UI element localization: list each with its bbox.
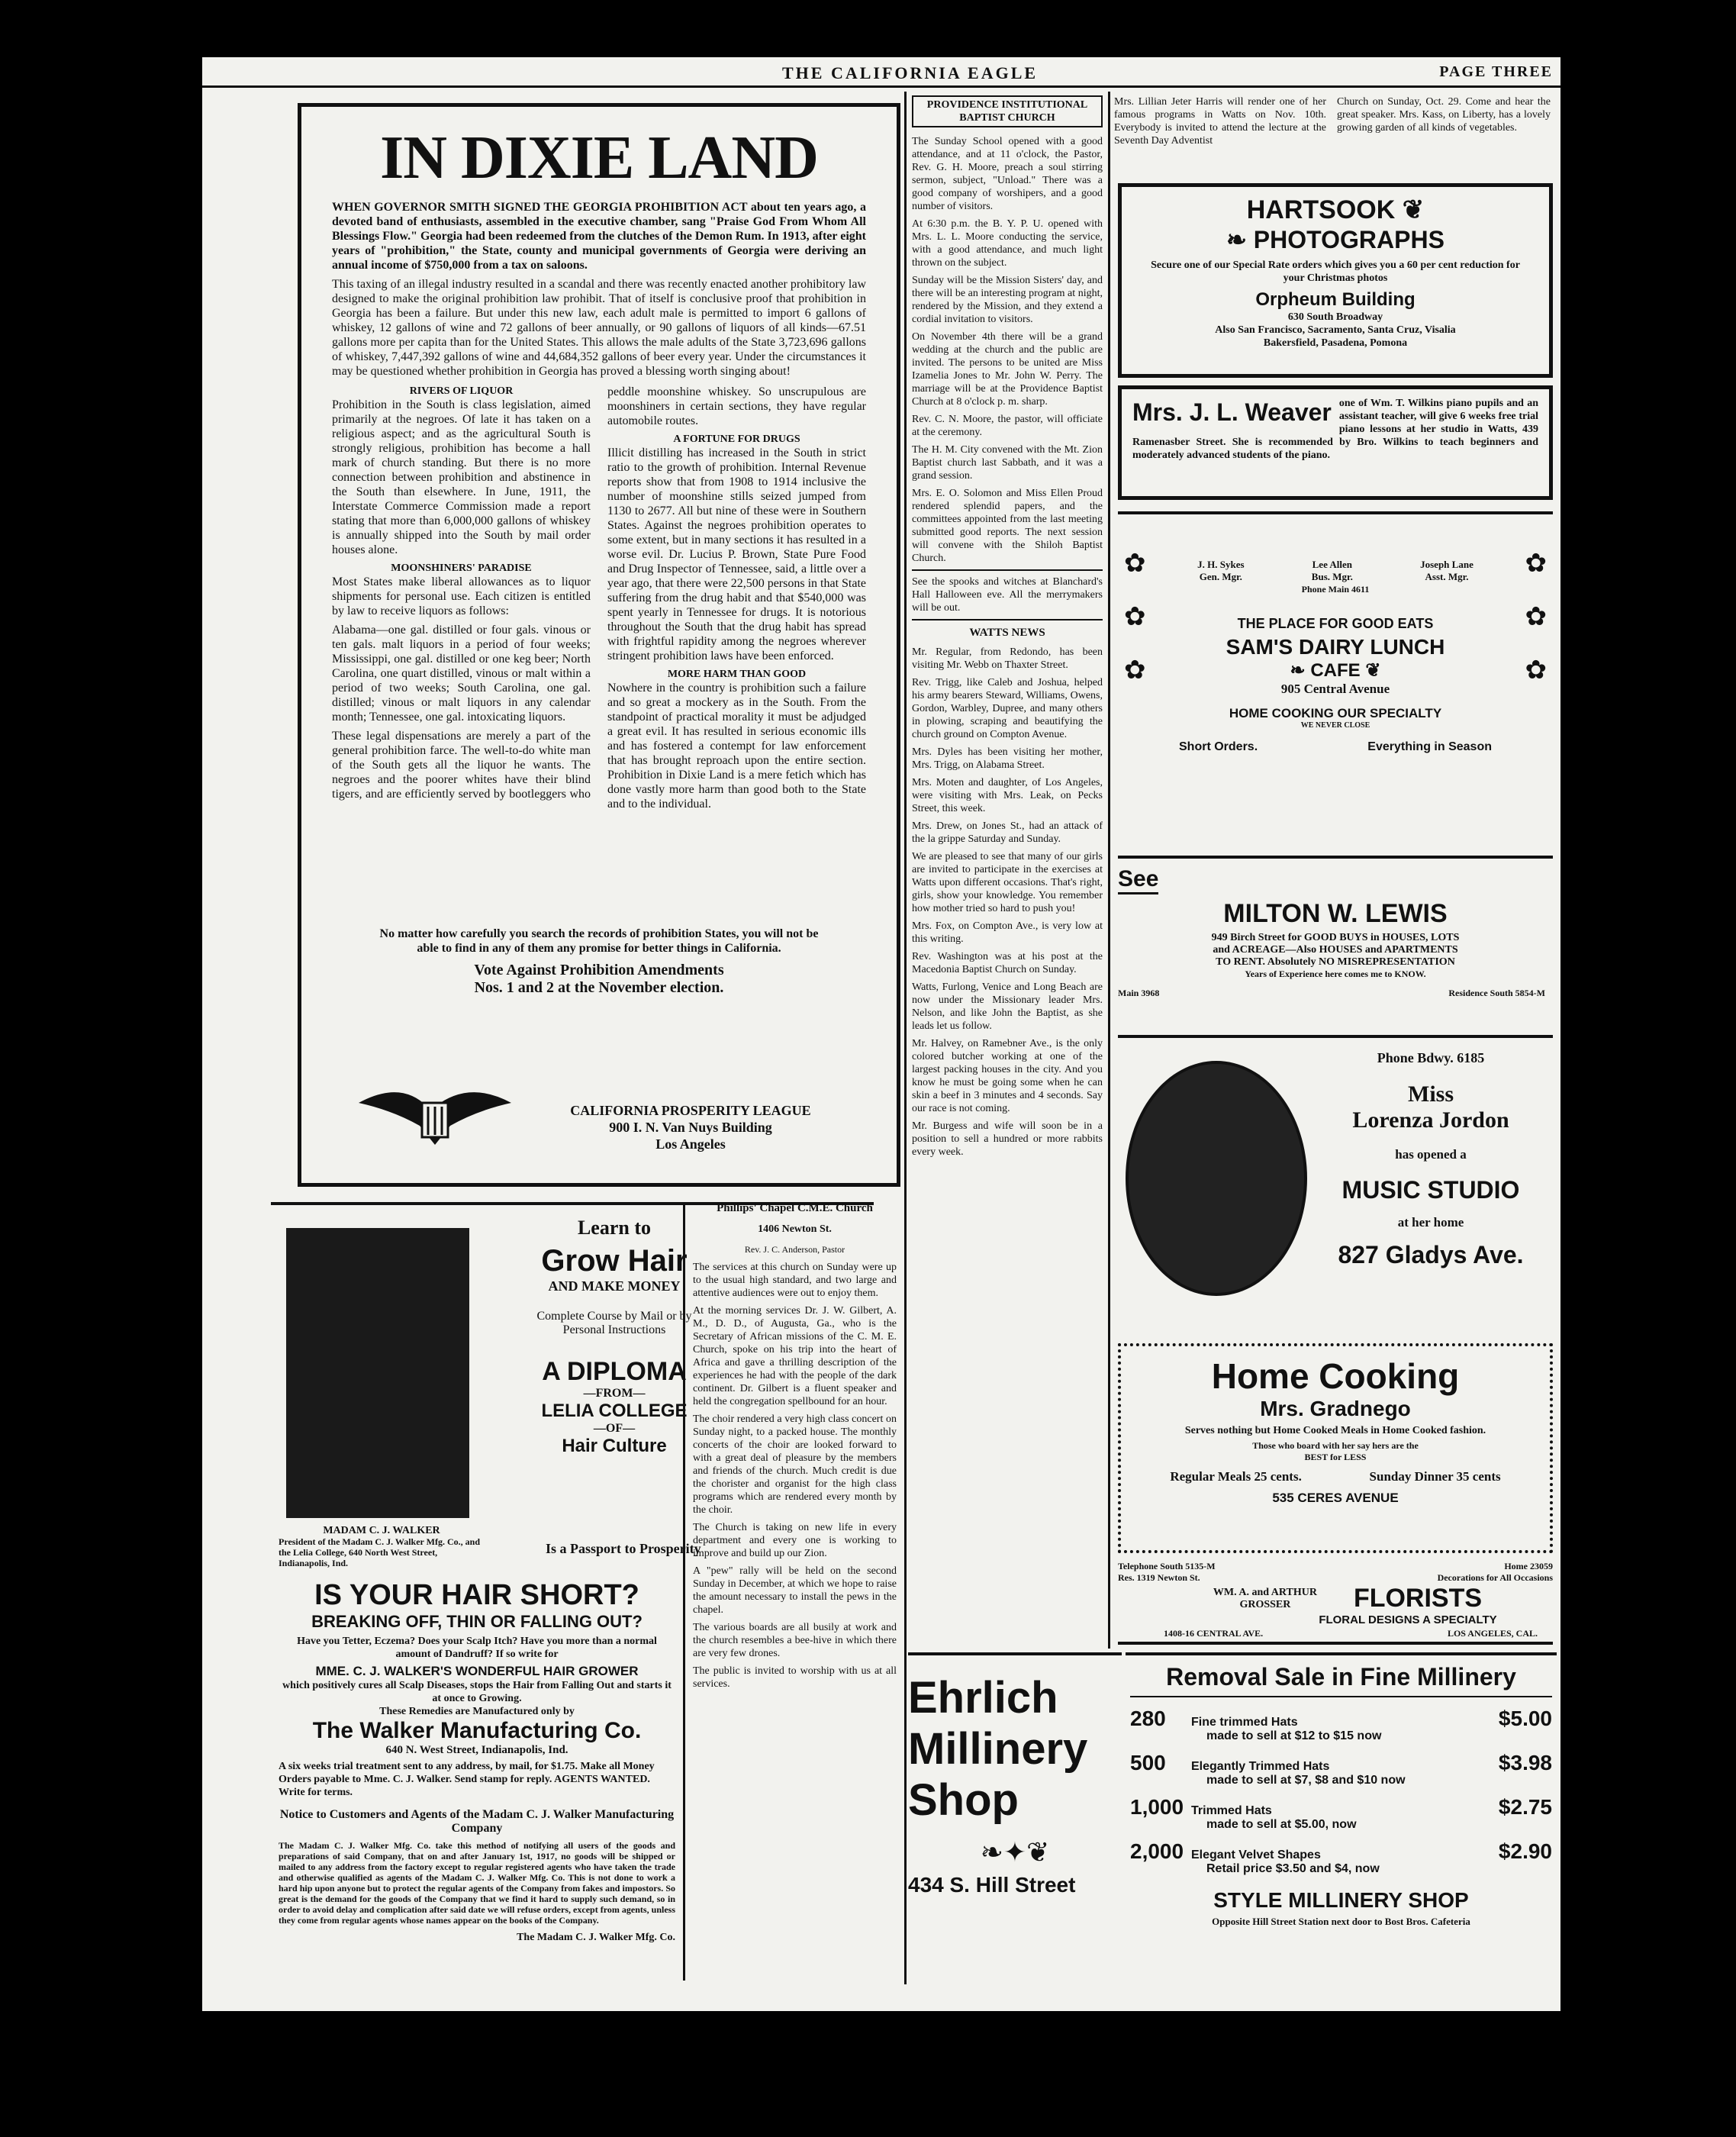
walker-breaking: BREAKING OFF, THIN OR FALLING OUT? (311, 1612, 643, 1631)
watts-para: Mr. Burgess and wife will soon be in a position to sell a hundred or more rabbits every week. (912, 1120, 1103, 1158)
hartsook-address: 630 South Broadway (1287, 311, 1383, 323)
page-number: PAGE THREE (1439, 63, 1553, 80)
watts-para: Mrs. Dyles has been visiting her mother, Mrs. Trigg, on Alabama Street. (912, 746, 1103, 771)
walker-tetter: Have you Tetter, Eczema? Does your Scalp Itch? Have you more than a normal amount of Dandruff? If so write for (297, 1636, 657, 1660)
sams-cafe (1126, 659, 1545, 682)
cooking-title: Home Cooking (1211, 1356, 1460, 1396)
lewis-ad (1118, 866, 1553, 1038)
cooking-regular: Regular Meals 25 cents. (1170, 1469, 1302, 1484)
walker-from: —FROM— (583, 1387, 646, 1400)
tulip-icon: ✿ (1525, 550, 1547, 578)
sale-qty: 1,000 (1130, 1795, 1184, 1819)
league-signature (538, 1102, 843, 1152)
masthead (202, 57, 1560, 88)
divider (912, 619, 1103, 620)
walker-company: The Walker Manufacturing Co. (312, 1718, 642, 1743)
sale-desc: Fine trimmed Hats (1191, 1716, 1298, 1729)
florists-home (1438, 1561, 1553, 1584)
walker-trial: A six weeks trial treatment sent to any address, by mail, for $1.75. Make all Money Orders payable to Mme. C. J. Walker. Send stamp for reply. AGENTS WANTED. Write for terms. (279, 1761, 655, 1798)
manager-2 (1312, 559, 1353, 583)
dixie-title: IN DIXIE LAND (380, 124, 818, 192)
phillips-para: A "pew" rally will be held on the second Sunday in December, at which we hope to raise the amount necessary to install the pews in the chapel. (693, 1565, 897, 1616)
jordon-home: at her home (1397, 1215, 1464, 1230)
league-name: CALIFORNIA PROSPERITY LEAGUE (570, 1103, 811, 1118)
jordon-studio: MUSIC STUDIO (1341, 1176, 1520, 1204)
watts-para: Mrs. Drew, on Jones St., had an attack of the la grippe Saturday and Sunday. (912, 820, 1103, 845)
sams-managers (1126, 528, 1545, 583)
hartsook-building: Orpheum Building (1255, 289, 1416, 310)
hartsook-photographs-text: PHOTOGRAPHS (1253, 226, 1445, 253)
heading-drugs: A FORTUNE FOR DRUGS (673, 434, 800, 445)
cooking-line1: Serves nothing but Home Cooked Meals in Home Cooked fashion. (1184, 1425, 1486, 1436)
watts-para: Watts, Furlong, Venice and Long Beach are now under the Missionary leader Mrs. Nelson, and like John the Baptist, as she leads let us follow. (912, 981, 1103, 1032)
walker-sign: The Madam C. J. Walker Mfg. Co. (517, 1932, 675, 1943)
sale-sub: made to sell at $5.00, now (1206, 1818, 1357, 1831)
jordon-phone: Phone Bdwy. 6185 (1377, 1050, 1485, 1065)
manager-1 (1197, 559, 1244, 583)
sale-qty: 280 (1130, 1707, 1166, 1730)
masthead-title: THE CALIFORNIA EAGLE (782, 63, 1039, 82)
dixie-intro2: This taxing of an illegal industry resulted in a scandal and there was recently enacted another prohibitory law designed to make the original prohibition law prohibit. That of itself is conclusive proof that prohibition in Georgia has been a failure. But under this new law, each adult male is permitted to import 6 gallons of whiskey, 12 gallons of wine and 72 gallons of beer annually, or 90 gallons of liquors of all kinds—67.51 gallons more per capita than for the United States. This allows the male adults of the State 3,723,696 gallons of whiskey, 7,447,392 gallons of wine and 44,684,352 gallons of beer every year. Under the circumstances it may be questioned whether prohibition in Georgia has proved a blessing worth singing about! (332, 278, 866, 378)
eagle-shield-icon (355, 1072, 515, 1156)
leaf-icon: ❦ (1365, 660, 1381, 681)
sams-cafe-text: CAFE (1310, 660, 1361, 681)
hartsook-name-text: HARTSOOK (1246, 195, 1396, 224)
lewis-residence: Residence South 5854-M (1448, 988, 1545, 998)
providence-para: Sunday will be the Mission Sisters' day, and there will be an interesting program at night, rendered by the Mission, and they extend a cordial invitation to visitors. (912, 275, 1103, 325)
manager-name: Joseph Lane (1420, 559, 1474, 570)
sams-name: SAM'S DAIRY LUNCH (1226, 635, 1445, 659)
florists-decorations: Decorations for All Occasions (1437, 1572, 1553, 1583)
dixie-vote1: Vote Against Prohibition Amendments (474, 962, 724, 978)
providence-para: Rev. C. N. Moore, the pastor, will officiate at the ceremony. (912, 414, 1103, 438)
sale-desc: Elegant Velvet Shapes (1191, 1849, 1321, 1861)
watts-para: We are pleased to see that many of our girls are invited to participate in the exercises at Watts upon different occasions. That's right, girls, show your knowledge. You remember how mother tried so hard to push you! (912, 851, 1103, 914)
sams-ornament-left (1124, 537, 1146, 698)
hartsook-offer: Secure one of our Special Rate orders which gives you a 60 per cent reduction for your Christmas photos (1151, 259, 1520, 284)
cooking-name: Mrs. Gradnego (1260, 1397, 1411, 1420)
florists-names: WM. A. and ARTHUR GROSSER (1213, 1586, 1317, 1610)
sale-sub: made to sell at $7, $8 and $10 now (1206, 1774, 1406, 1787)
florists-ad (1118, 1561, 1553, 1645)
phillips-pastor: Rev. J. C. Anderson, Pastor (744, 1244, 845, 1255)
walker-money: AND MAKE MONEY (548, 1278, 681, 1294)
jordon-opened: has opened a (1395, 1147, 1467, 1162)
removal-items (1130, 1707, 1552, 1876)
phillips-column (683, 1202, 897, 1981)
ehrlich-ad (908, 1652, 1122, 1981)
news-right: Church on Sunday, Oct. 29. Come and hear the great speaker. Mrs. Kass, on Liberty, has a lovely growing garden of all kinds of vegetables. (1337, 96, 1551, 134)
divider (912, 569, 1103, 571)
tulip-icon: ✿ (1124, 550, 1146, 578)
tulip-icon: ✿ (1525, 656, 1547, 685)
lewis-line2: and ACREAGE—Also HOUSES and APARTMENTS (1213, 944, 1458, 956)
removal-shop: STYLE MILLINERY SHOP (1213, 1888, 1469, 1912)
sams-specialty: HOME COOKING OUR SPECIALTY (1229, 706, 1442, 720)
walker-address: 640 N. West Street, Indianapolis, Ind. (385, 1744, 568, 1756)
para-drugs: Illicit distilling has increased in the South in strict ratio to the growth of prohibition. Internal Revenue reports show that from 1908 to 1914 inclusive the number of moonshine stills seized jumped from 1130 to 2677. All but nine of these were in Southern States. Against the negroes prohibition operates to some extent, but in many sections it has resulted in a worse evil. Dr. Lucius P. Brown, State Pure Food and Drug Inspector of Tennessee, said, a little over a year ago, that there were 22,500 persons in that State suffering from the drug habit and that $540,000 was spent yearly in Tennessee for drugs. It is notorious throughout the South that the drug habit has spread with frightful rapidity among the negroes wherever stringent prohibition laws have been enforced. (607, 446, 866, 662)
walker-caption-text: President of the Madam C. J. Walker Mfg. Co., and the Lelia College, 640 North West Street, Indianapolis, Ind. (279, 1536, 480, 1568)
watts-para: Mrs. Fox, on Compton Ave., is very low at this writing. (912, 920, 1103, 945)
portrait-photo (1126, 1061, 1307, 1296)
sale-item (1130, 1751, 1552, 1787)
sale-desc-wrap (1191, 1849, 1499, 1876)
sale-desc: Trimmed Hats (1191, 1804, 1272, 1817)
sale-item (1130, 1707, 1552, 1743)
walker-notice-body: The Madam C. J. Walker Mfg. Co. take this method of notifying all users of the goods and preparations of said Company, that on and after January 1st, 1917, no goods will be shipped or mailed to any address from the factory except to regular registered agents who have taken the trade and otherwise qualified as agents of the Madam C. J. Walker Mfg. Co. This is not done to work a hard hip upon anyone but to protect the regular agents of the Company from fakes and impostors. So great is the demand for the goods of the Company that we find it hard to supply such demand, so in order to avoid delay and complication after said date we will refuse orders, except from agents, unless they come from regular agents whose names appear on the books of the Company. (279, 1840, 675, 1926)
jordon-miss: Miss (1408, 1081, 1454, 1107)
lewis-phones (1118, 980, 1553, 999)
florists-title: FLORISTS (1353, 1584, 1483, 1613)
sams-season: Everything in Season (1367, 740, 1492, 753)
dixie-land-ad (298, 103, 900, 1187)
tulip-icon: ✿ (1525, 603, 1547, 631)
heading-moonshiners: MOONSHINERS' PARADISE (391, 562, 532, 574)
sams-ornament-right (1525, 537, 1548, 698)
walker-learn: Learn to (577, 1217, 652, 1239)
sale-item (1130, 1795, 1552, 1832)
manager-title: Bus. Mgr. (1311, 571, 1353, 582)
weaver-name: Mrs. J. L. Weaver (1132, 398, 1332, 426)
walker-manufactured: These Remedies are Manufactured only by (379, 1706, 575, 1717)
watts-title: WATTS NEWS (969, 627, 1045, 639)
sale-desc: Elegantly Trimmed Hats (1191, 1760, 1330, 1773)
phillips-para: The Church is taking on new life in every department and every one is working to improve and build up our Zion. (693, 1522, 897, 1559)
newspaper-page (202, 57, 1560, 2011)
florists-city: LOS ANGELES, CAL. (1447, 1628, 1538, 1639)
florists-top (1118, 1561, 1553, 1584)
lewis-see: See (1118, 866, 1158, 894)
cooking-sunday: Sunday Dinner 35 cents (1369, 1469, 1501, 1484)
sams-footer (1126, 730, 1545, 754)
walker-caption (279, 1526, 485, 1568)
sale-desc-wrap (1191, 1760, 1499, 1787)
lewis-line4: Years of Experience here comes me to KNOW. (1245, 969, 1426, 979)
walker-grower: MME. C. J. WALKER'S WONDERFUL HAIR GROWER (315, 1664, 639, 1678)
walker-passport: Is a Passport to Prosperity (546, 1541, 701, 1556)
providence-para: On November 4th there will be a grand wedding at the church and the public are invited. The persons to be united are Miss Izamelia Jones to Mr. John W. Perry. The marriage will be at the Providence Baptist Church at 8 o'clock p. m. sharp. (912, 331, 1103, 408)
florists-tel: Telephone South 5135-M (1118, 1561, 1216, 1571)
sale-price: $2.75 (1498, 1795, 1552, 1819)
providence-para: The Sunday School opened with a good attendance, and at 11 o'clock, the Pastor, Rev. G. H. Moore, preach a soul stirring sermon, subject, "Unload." There was a good company of worshipers, and a good number of visitors. (912, 136, 1103, 212)
manager-name: J. H. Sykes (1197, 559, 1245, 570)
sams-tagline: THE PLACE FOR GOOD EATS (1237, 616, 1434, 631)
sale-qty: 2,000 (1130, 1839, 1184, 1863)
ehrlich-millinery: Millinery (908, 1724, 1088, 1774)
lewis-line1: 949 Birch Street for GOOD BUYS in HOUSES, LOTS (1211, 932, 1460, 943)
jordon-text (1309, 1046, 1553, 1269)
providence-title: PROVIDENCE INSTITUTIONAL BAPTIST CHURCH (912, 95, 1103, 127)
sams-short-orders: Short Orders. (1179, 740, 1258, 753)
walker-short: IS YOUR HAIR SHORT? (314, 1579, 639, 1611)
para-states: Alabama—one gal. distilled or four gals. vinous or ten gals. malt liquors in a period of four weeks; Mississippi, one gal. distilled or one keg beer; North Carolina, one quart distilled, vinous or malt within a period of two weeks; South Carolina, one gal. distilled; vinous or malt liquors in any calendar month; Tennessee, one gal. intoxicating liquors. (332, 624, 591, 724)
sale-sub: Retail price $3.50 and $4, now (1206, 1862, 1380, 1875)
sale-price: $3.98 (1498, 1751, 1552, 1774)
removal-location: Opposite Hill Street Station next door to Bost Bros. Cafeteria (1212, 1916, 1470, 1927)
watts-para: Rev. Trigg, like Caleb and Joshua, helped his army bearers Steward, Williams, Owens, Gordon, Warbley, Dupree, and many others in plowing, scraping and beautifying the church ground on Compton Avenue. (912, 677, 1103, 740)
phillips-address: 1406 Newton St. (758, 1223, 832, 1235)
cooking-address: 535 CERES AVENUE (1272, 1491, 1399, 1505)
hartsook-name (1134, 195, 1537, 225)
florists-home-phone: Home 23059 (1504, 1561, 1553, 1571)
hartsook-photographs (1134, 225, 1537, 254)
walker-college: LELIA COLLEGE (541, 1400, 688, 1421)
walker-of: —OF— (593, 1422, 636, 1435)
florists-res: Res. 1319 Newton St. (1118, 1572, 1200, 1583)
home-cooking-ad (1118, 1343, 1553, 1553)
florists-address: 1408-16 CENTRAL AVE. (1164, 1628, 1264, 1639)
sale-price: $5.00 (1498, 1707, 1552, 1730)
florists-mid (1118, 1584, 1553, 1613)
column-rule (904, 92, 907, 1984)
dixie-intro: WHEN GOVERNOR SMITH SIGNED THE GEORGIA PROHIBITION ACT about ten years ago, a devoted band of enthusiasts, assembled in the executive chamber, sang "Praise God From Whom All Blessings Flow." Georgia had been redeemed from the clutches of the Demon Rum. In 1913, after eight years of "prohibition," the State, county and municipal governments of Georgia were deriving an annual income of $750,000 from a tax on saloons. (332, 201, 866, 272)
jordon-ad (1118, 1046, 1553, 1336)
eagle-emblem (355, 1072, 515, 1156)
phillips-para: The services at this church on Sunday were up to the usual high standard, and two large and attentive audiences were out to enjoy them. (693, 1262, 897, 1299)
manager-3 (1420, 559, 1474, 583)
para-farce: These legal dispensations are merely a part of the general prohibition farce. The well-to-do white man of the South gets all the liquor he wants. The negroes and the poorer whites have their blind tigers, and are efficiently served by bootleggers who peddle moonshine whiskey. So unscrupulous are moonshiners in certain sections, they have regular automobile routes. (332, 385, 866, 801)
sams-address: 905 Central Avenue (1280, 682, 1390, 696)
walker-grow: Grow Hair (541, 1244, 688, 1278)
providence-body (912, 135, 1103, 1159)
removal-title: Removal Sale in Fine Millinery (1130, 1663, 1552, 1697)
watts-para: Mr. Halvey, on Ramebner Ave., is the only colored butcher working at one of the largest packing houses in the city. And you know he must be going some when he can skin a beef in 3 minutes and 4 seconds. Say our race is not coming. (912, 1038, 1103, 1114)
sale-desc-wrap (1191, 1804, 1499, 1832)
florists-phones (1118, 1561, 1216, 1584)
jordon-address: 827 Gladys Ave. (1338, 1241, 1524, 1268)
sale-desc-wrap (1191, 1716, 1499, 1743)
sale-item (1130, 1839, 1552, 1876)
para-harm: Nowhere in the country is prohibition such a failure and so great a mockery as in the South. From the standpoint of practical morality it must be adjudged a great evil. It has resulted in serious economic ills and has fostered a contempt for law enforcement that has brought reproach upon the entire section. Prohibition in Dixie Land is a mere fetich which has done vastly more harm than good both to the State and to the individual. (607, 682, 866, 811)
dixie-close: No matter how carefully you search the records of prohibition States, you will not be able to find in any of them any promise for better things in California. (379, 927, 819, 955)
cooking-prices (1136, 1469, 1535, 1484)
news-left: Mrs. Lillian Jeter Harris will render one of her famous programs in Watts on Nov. 10th. Everybody is invited to attend the lecture at the Seventh Day Adventist (1114, 96, 1326, 147)
walker-diploma: A DIPLOMA (542, 1357, 687, 1386)
phillips-para: The various boards are all busily at work and the church resembles a bee-hive in which there are very few drones. (693, 1622, 897, 1659)
heading-rivers: RIVERS OF LIQUOR (409, 385, 514, 397)
para-rivers: Prohibition in the South is class legislation, aimed primarily at the negroes. Of late it has taken on a religious aspect; and as the agricultural South is strongly religious, prohibition has become a hall mark of church standing. But there is no more connection between prohibition and abstinence in the South than elsewhere. In June, 1911, the Interstate Commerce Commission made a report stating that more than 6,000,000 gallons of whiskey is annually shipped into the South by mail order houses alone. (332, 398, 591, 556)
providence-para: Mrs. E. O. Solomon and Miss Ellen Proud rendered splendid papers, and the committees appointed from the last meeting submitted good reports. The next session will convene with the Shiloh Baptist Church. (912, 488, 1103, 564)
lewis-line3: TO RENT. Absolutely NO MISREPRESENTATION (1216, 956, 1455, 968)
lewis-name: MILTON W. LEWIS (1223, 899, 1448, 928)
watts-para: Mrs. Moten and daughter, of Los Angeles, were visiting with Mrs. Leak, on Pecks Street, this week. (912, 777, 1103, 814)
manager-title: Asst. Mgr. (1425, 571, 1469, 582)
dixie-columns (332, 385, 866, 919)
walker-cures: which positively cures all Scalp Diseases, stops the Hair from Falling Out and starts it at once to Growing. (282, 1680, 672, 1704)
sams-phone: Phone Main 4611 (1301, 584, 1370, 595)
weaver-ad (1118, 385, 1553, 500)
sams-never-close: WE NEVER CLOSE (1300, 721, 1370, 730)
sams-ad (1118, 511, 1553, 859)
column-rule-2 (1108, 92, 1110, 1649)
top-right-news (1114, 95, 1557, 176)
walker-body (279, 1579, 675, 1944)
florists-bottom (1118, 1626, 1553, 1639)
sale-price: $2.90 (1498, 1839, 1552, 1863)
phillips-title: Phillips' Chapel C.M.E. Church (717, 1202, 873, 1214)
phillips-para: The public is invited to worship with us at all services. (693, 1665, 897, 1690)
leaf-icon: ❦ (1402, 195, 1425, 224)
ehrlich-address: 434 S. Hill Street (908, 1873, 1076, 1897)
watts-para: Mr. Regular, from Redondo, has been visiting Mr. Webb on Thaxter Street. (912, 646, 1103, 671)
tulip-icon: ✿ (1124, 656, 1146, 685)
tulip-icon: ✿ (1124, 603, 1146, 631)
walker-portrait (286, 1228, 469, 1518)
removal-sale-ad (1126, 1652, 1557, 1981)
leaf-icon: ❧ (1290, 660, 1306, 681)
ornament-icon: ❧✦❦ (980, 1837, 1050, 1868)
jordon-name: Lorenza Jordon (1352, 1107, 1509, 1133)
phillips-para: At the morning services Dr. J. W. Gilbert, A. M., D. D., of Augusta, Ga., who is the Secretary of African missions of the C. M. E. Church, spoke on his trip into the heart of Africa and gave a thrilling description of the experiences he had with the people of the dark continent. Dr. Gilbert is a fluent speaker and held the congregation spellbound for an hour. (693, 1305, 897, 1407)
florists-sub: FLORAL DESIGNS A SPECIALTY (1319, 1613, 1497, 1626)
ehrlich-name: Ehrlich (908, 1673, 1058, 1723)
lewis-main: Main 3968 (1118, 988, 1160, 998)
walker-course: Complete Course by Mail or by Personal Instructions (536, 1310, 692, 1336)
providence-para: The H. M. City convened with the Mt. Zion Baptist church last Sabbath, and it was a grand session. (912, 444, 1103, 482)
para-allowances: Most States make liberal allowances as to liquor shipments for personal use. Each citizen is entitled by law to receive liquors as follows: (332, 575, 591, 617)
hartsook-ad (1118, 183, 1553, 378)
dixie-vote2: Nos. 1 and 2 at the November election. (474, 979, 724, 996)
providence-para: See the spooks and witches at Blanchard's Hall Halloween eve. All the merrymakers will be out. (912, 576, 1103, 614)
league-city: Los Angeles (655, 1136, 726, 1152)
league-address: 900 I. N. Van Nuys Building (609, 1120, 772, 1135)
leaf-icon: ❧ (1226, 226, 1247, 253)
walker-notice-title: Notice to Customers and Agents of the Madam C. J. Walker Manufacturing Company (279, 1808, 675, 1835)
heading-harm: MORE HARM THAN GOOD (667, 669, 807, 680)
walker-caption-name: MADAM C. J. WALKER (323, 1525, 440, 1536)
manager-name: Lee Allen (1312, 559, 1352, 570)
cooking-line2: Those who board with her say hers are the BEST for LESS (1252, 1440, 1419, 1462)
weaver-text: one of Wm. T. Wilkins piano pupils and an assistant teacher, will give 6 weeks free trial piano lessons at her studio in Watts, 439 Ramenasber Street. She is recommended by Bro. Wilkins to teach beginners and moderately advanced students of the piano. (1132, 398, 1538, 461)
providence-para: At 6:30 p.m. the B. Y. P. U. opened with Mrs. L. L. Moore conducting the service, with a good attendance, and much light thrown on the subject. (912, 218, 1103, 269)
hartsook-branches-2: Bakersfield, Pasadena, Pomona (1263, 337, 1408, 349)
hartsook-branches: Also San Francisco, Sacramento, Santa Cruz, Visalia (1215, 324, 1456, 336)
manager-title: Gen. Mgr. (1199, 571, 1242, 582)
phillips-para: The choir rendered a very high class concert on Sunday night, to a packed house. The monthly concerts of the choir are looked forward to with a great deal of pleasure by the members and friends of the church. Much credit is due the chorister and organist for the high class programs which are rendered every month by the choir. (693, 1413, 897, 1516)
providence-column (912, 95, 1103, 1158)
walker-culture: Hair Culture (562, 1436, 667, 1456)
sale-qty: 500 (1130, 1751, 1166, 1774)
ehrlich-shop: Shop (908, 1775, 1019, 1825)
watts-para: Rev. Washington was at his post at the Macedonia Baptist Church on Sunday. (912, 951, 1103, 975)
sale-sub: made to sell at $12 to $15 now (1206, 1729, 1382, 1742)
